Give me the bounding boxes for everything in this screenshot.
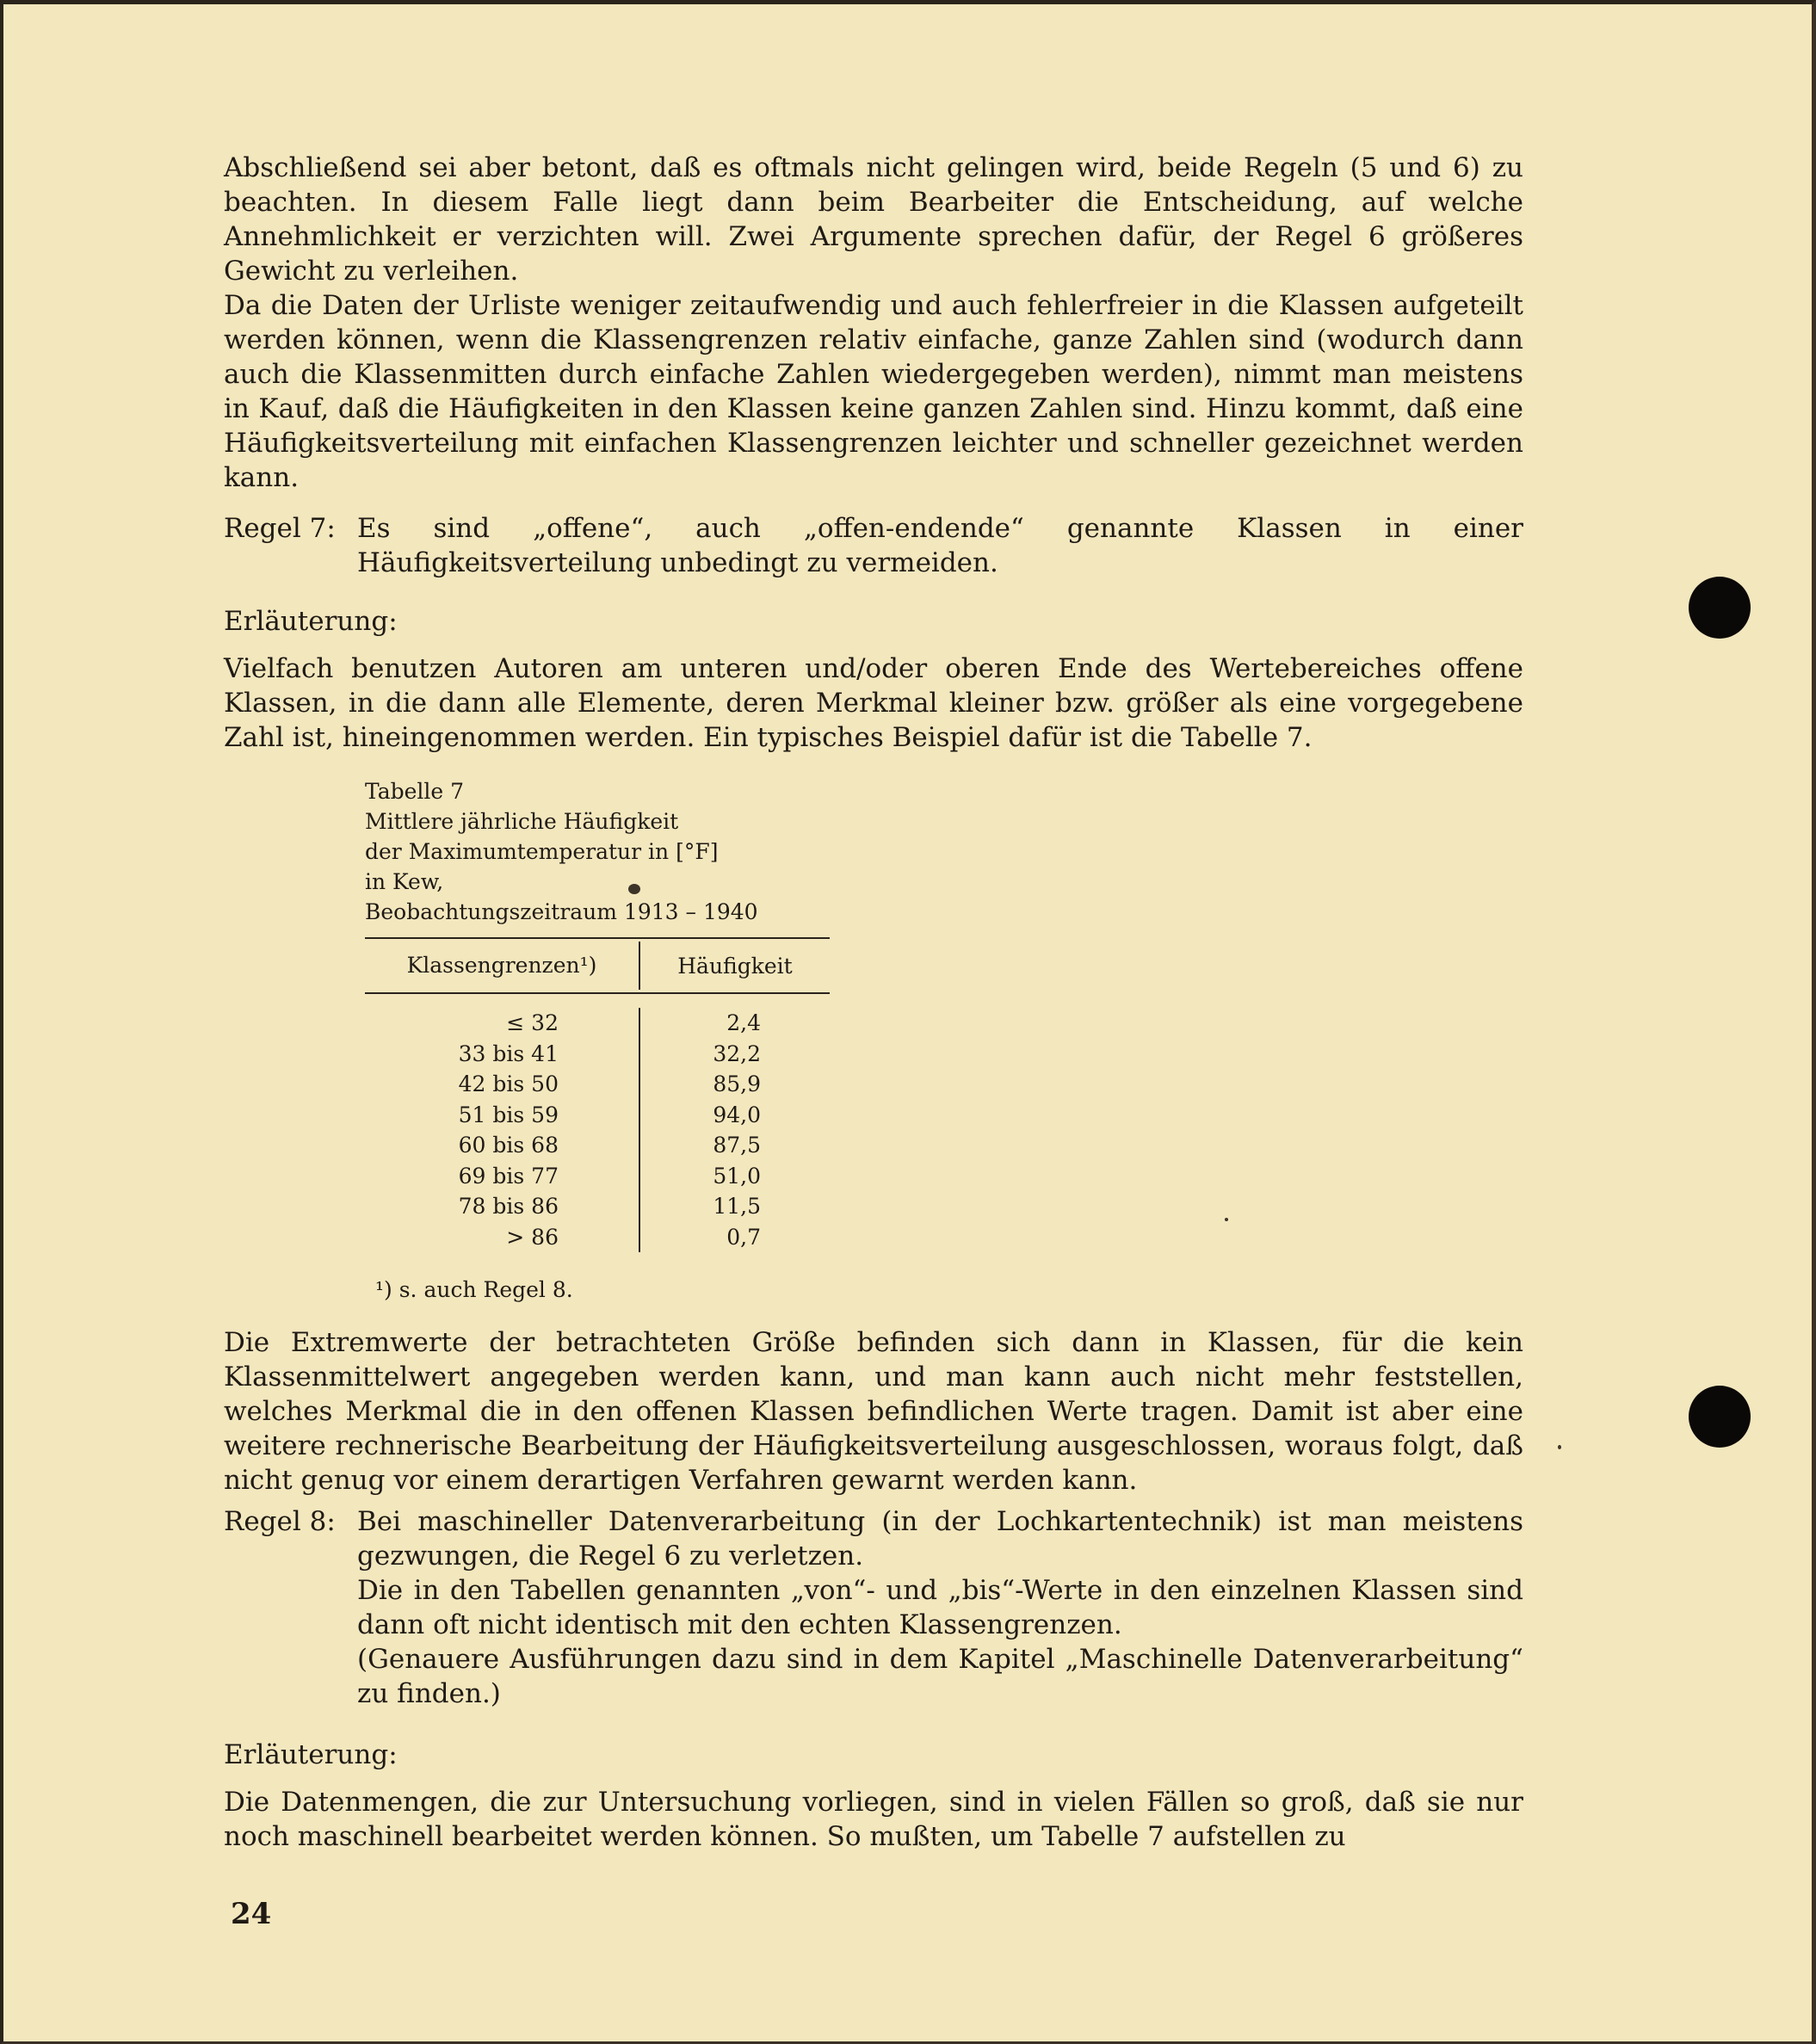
table-cell-haeufigkeit: 85,9 [713,1071,761,1096]
paragraph-5-text: Die Datenmengen, die zur Untersuchung vorliegen, sind in vielen Fällen so groß, daß sie nur noch maschinell bearbeitet werden können. So mußten, um Tabelle 7 aufstellen zu [224,1787,1523,1852]
erlaeuterung-heading-1 [224,604,1523,639]
erlaeuterung-1-text: Erläuterung: [224,606,398,637]
paragraph-1 [224,151,1523,288]
table-7 [365,776,830,1305]
regel-8-line-1: Bei maschineller Datenverarbeitung (in der Lochkartentechnik) ist man meistens gezwungen, die Regel 6 zu verletzen. [357,1506,1523,1572]
page-number: 24 [231,1897,272,1931]
paragraph-2 [224,288,1523,495]
paragraph-1-text: Abschließend sei aber betont, daß es oftmals nicht gelingen wird, beide Regeln (5 und 6) zu beachten. In diesem Falle liegt dann beim Bearbeiter die Entscheidung, auf welche Annehmlichkeit er verzichten will. Zwei Argumente sprechen dafür, der Regel 6 größeres Gewicht zu verleihen. [224,152,1523,287]
regel-8 [224,1504,1523,1711]
erlaeuterung-2-text: Erläuterung: [224,1739,398,1770]
table-cell-haeufigkeit: 11,5 [713,1194,761,1219]
regel-8-label: Regel 8: [224,1506,336,1537]
table-cell-klasse: 33 bis 41 [458,1041,559,1066]
table-cell-klasse: > 86 [506,1224,559,1250]
header-klassengrenzen: Klassengrenzen¹) [365,942,640,990]
paragraph-2-text: Da die Daten der Urliste weniger zeitaufwendig und auch fehlerfreier in die Klassen aufgeteilt werden können, wenn die Klassengrenzen relativ einfache, ganze Zahlen sind (wodurch dann auch die Klassenmitten durch einfache Zahlen wiedergegeben werden), nimmt man meistens in Kauf, daß die Häufigkeiten in den Klassen keine ganzen Zahlen sind. Hinzu kommt, daß eine Häufigkeitsverteilung mit einfachen Klassengrenzen leichter und schneller gezeichnet werden kann. [224,290,1523,493]
paragraph-3 [224,651,1523,755]
paragraph-4 [224,1325,1523,1497]
paragraph-5 [224,1785,1523,1854]
table-header [365,939,830,992]
table-caption [365,776,830,927]
table-cell-haeufigkeit: 2,4 [726,1010,761,1035]
table-cell-klasse: 69 bis 77 [458,1163,559,1189]
caption-line: Tabelle 7 [365,779,465,804]
regel-7 [224,511,1523,580]
punch-hole-upper [1689,577,1751,639]
speck [1225,1218,1228,1221]
regel-8-line-2: Die in den Tabellen genannten „von“- und „bis“-Werte in den einzelnen Klassen sind dann oft nicht identisch mit den echten Klassengrenzen. [357,1575,1523,1640]
table-cell-haeufigkeit: 0,7 [726,1224,761,1250]
table-cell-klasse: ≤ 32 [506,1010,559,1035]
table-body [365,994,830,1252]
table-cell-haeufigkeit: 94,0 [713,1102,761,1127]
table-cell-klasse: 60 bis 68 [458,1133,559,1158]
paragraph-4-text: Die Extremwerte der betrachteten Größe befinden sich dann in Klassen, für die kein Klassenmittelwert angegeben werden kann, und man kann auch nicht mehr feststellen, welches Merkmal die in den offenen Klassen befindlichen Werte tragen. Damit ist aber eine weitere rechnerische Bearbeitung der Häufigkeitsverteilung ausgeschlossen, woraus folgt, daß nicht genug vor einem derartigen Verfahren gewarnt werden kann. [224,1327,1523,1496]
punch-hole-lower [1689,1386,1751,1448]
column-klassengrenzen [365,1008,640,1252]
caption-line: Beobachtungszeitraum 1913 – 1940 [365,899,758,924]
table-cell-klasse: 78 bis 86 [458,1194,559,1219]
table-footnote: ¹) s. auch Regel 8. [375,1277,573,1302]
caption-line: Mittlere jährliche Häufigkeit [365,809,679,834]
paragraph-3-text: Vielfach benutzen Autoren am unteren und/oder oberen Ende des Wertebereiches offene Klassen, in die dann alle Elemente, deren Merkmal kleiner bzw. größer als eine vorgegebene Zahl ist, hineingenommen werden. Ein typisches Beispiel dafür ist die Tabelle 7. [224,653,1523,753]
caption-line: der Maximumtemperatur in [°F] [365,839,719,864]
regel-8-line-3: (Genauere Ausführungen dazu sind in dem Kapitel „Maschinelle Datenverarbeitung“ zu finden.) [357,1644,1523,1709]
table-cell-haeufigkeit: 87,5 [713,1133,761,1158]
table-cell-klasse: 51 bis 59 [458,1102,559,1127]
regel-7-label: Regel 7: [224,513,336,544]
regel-7-text: Es sind „offene“, auch „offen-endende“ genannte Klassen in einer Häufigkeitsverteilung unbedingt zu vermeiden. [357,513,1523,578]
erlaeuterung-heading-2 [224,1738,1523,1772]
table-cell-haeufigkeit: 51,0 [713,1163,761,1189]
header-haeufigkeit: Häufigkeit [677,953,793,979]
caption-line: in Kew, [365,869,444,894]
table-cell-haeufigkeit: 32,2 [713,1041,761,1066]
table-cell-klasse: 42 bis 50 [458,1071,559,1096]
speck [1558,1445,1561,1449]
column-haeufigkeit [640,1008,830,1252]
